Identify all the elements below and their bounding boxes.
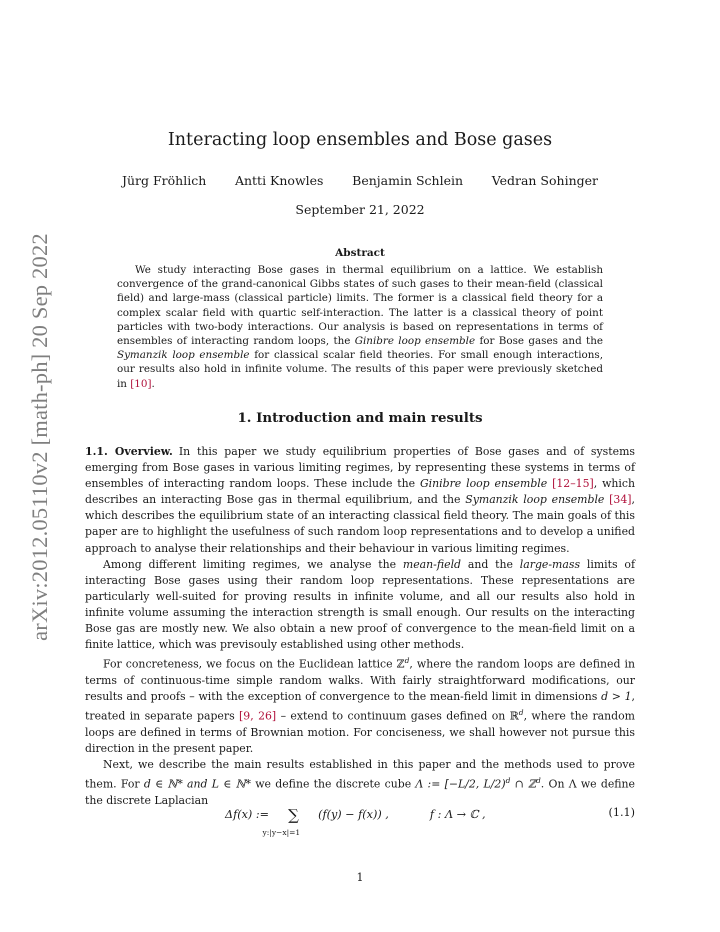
author-name: Benjamin Schlein (352, 173, 464, 188)
subsection-heading: 1.1. Overview. (85, 445, 173, 458)
arxiv-identifier-text: arXiv:2012.05110v2 [math-ph] 20 Sep 2022 (27, 233, 52, 641)
summation-symbol: ∑ y:|y−x|=1 (262, 806, 301, 837)
summation-subscript: y:|y−x|=1 (262, 828, 301, 837)
equation-body (225, 806, 486, 837)
body-text (85, 444, 635, 809)
equation-domain: f : Λ → ℂ , (429, 808, 486, 821)
page-number: 1 (356, 871, 364, 884)
author-list (122, 173, 598, 188)
citation-link[interactable]: [12–15] (552, 477, 594, 491)
citation-link[interactable]: [9, 26] (239, 709, 277, 723)
paper-date: September 21, 2022 (295, 202, 425, 217)
abstract-heading: Abstract (335, 247, 385, 259)
paper-title: Interacting loop ensembles and Bose gases (167, 130, 553, 150)
arxiv-identifier-stamp (22, 232, 58, 642)
paragraph-overview: 1.1. Overview. In this paper we study equilibrium properties of Bose gases and of systems emerging from Bose gases in various limiting regimes, by representing these systems in terms of ensembles of interacting random loops. These include the Ginibre loop ensemble [12–15], which describes an interacting Bose gas in thermal equilibrium, and the Symanzik loop ensemble [34], which describes the equilibrium state of an interacting classical field theory. The main goals of this paper are to highlight the usefulness of such random loop representations and to develop a unified approach to analyse their relationships and their behaviour in various limiting regimes. (85, 445, 636, 555)
equation-laplacian (85, 806, 635, 840)
equation-lhs: Δf(x) := (225, 808, 269, 821)
paragraph-lattice: For concreteness, we focus on the Euclidean lattice ℤ$^d$, where the random loops are defined in terms of continuous-time simple random walks. With fairly straightforward modifications, our results and proofs – with the exception of convergence to the mean-field limit in dimensions d > 1, treated in separate papers [9, 26] – extend to continuum gases defined on ℝ$^d$, where the random loops are defined in terms of Brownian motion. For conciseness, we shall however not pursue this direction in the present paper. (85, 656, 636, 755)
equation-number: (1.1) (608, 806, 635, 819)
citation-link[interactable]: [10] (130, 377, 152, 390)
author-name: Vedran Sohinger (491, 173, 598, 188)
paragraph-limiting-regimes: Among different limiting regimes, we analyse the mean-field and the large-mass limits of interacting Bose gases using their random loop representations. These representations are particularly well-suited for proving results in infinite volume, and all our results also hold in infinite volume assuming the interaction strength is small enough. Our results on the interacting Bose gas are mostly new. We also obtain a new proof of convergence to the mean-field limit on a finite lattice, which was previsouly established using other methods. (85, 557, 636, 652)
author-name: Jürg Fröhlich (122, 173, 207, 188)
section-heading: 1. Introduction and main results (237, 410, 483, 426)
paragraph-main-results: Next, we describe the main results established in this paper and the methods used to prove them. For d ∈ ℕ* and L ∈ ℕ* we define the discrete cube Λ := [−L/2, L/2)$^d$ ∩ ℤ$^d$. On Λ we define the discrete Laplacian (85, 758, 635, 807)
equation-rhs: (f(y) − f(x)) , (318, 808, 389, 821)
abstract-body (117, 263, 603, 391)
abstract-paragraph: We study interacting Bose gases in thermal equilibrium on a lattice. We establish convergence of the grand-canonical Gibbs states of such gases to their mean-field (classical field) and large-mass (classical particle) limits. The former is a classical field theory for a complex scalar field with quartic self-interaction. The latter is a classical theory of point particles with two-body interactions. Our analysis is based on representations in terms of ensembles of interacting random loops, the Ginibre loop ensemble for Bose gases and the Symanzik loop ensemble for classical scalar field theories. For small enough interactions, our results also hold in infinite volume. The results of this paper were previously sketched in [10]. (117, 264, 603, 390)
author-name: Antti Knowles (234, 173, 324, 188)
citation-link[interactable]: [34] (609, 493, 632, 507)
